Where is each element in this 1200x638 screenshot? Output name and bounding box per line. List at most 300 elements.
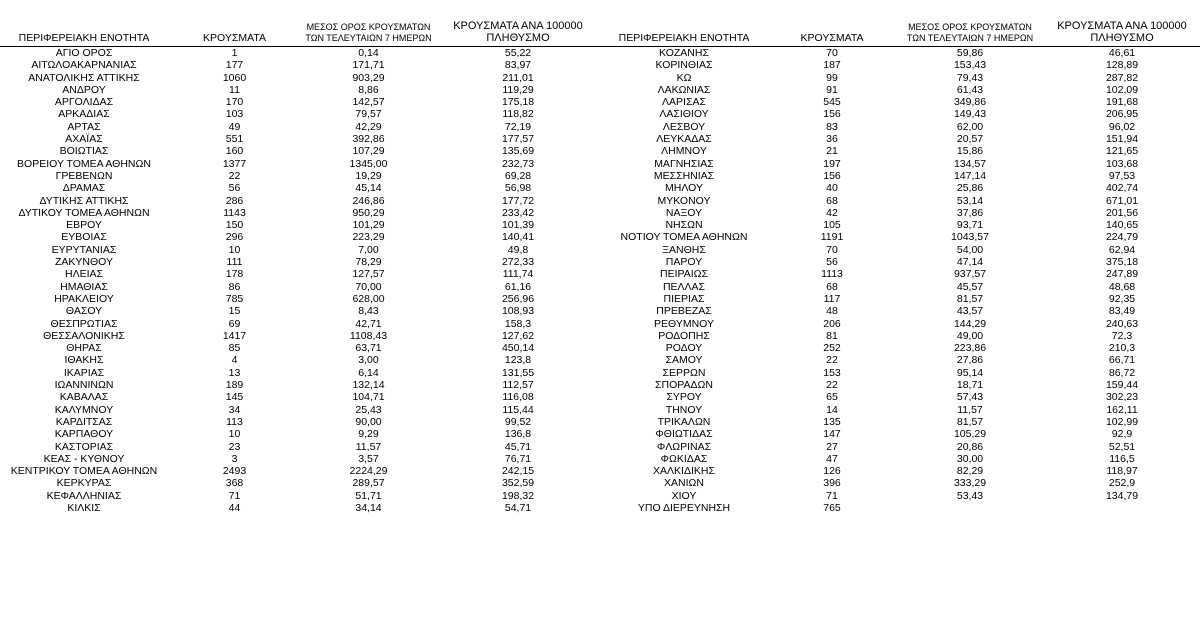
cell-cases: 103 [225, 108, 244, 121]
cell-region: ΝΑΞΟΥ [665, 206, 703, 219]
cell-cases: 150 [225, 219, 244, 232]
cell-region: ΤΗΝΟΥ [665, 403, 703, 416]
table-row [0, 72, 600, 84]
cell-region: ΔΡΑΜΑΣ [62, 182, 106, 195]
cell-avg7: 289,57 [352, 477, 385, 490]
cell-per100k: 302,23 [1105, 391, 1139, 404]
cell-per100k: 134,79 [1105, 489, 1139, 502]
cell-cases: 396 [823, 477, 841, 490]
table-row [600, 453, 1200, 465]
cell-region: ΙΘΑΚΗΣ [64, 354, 104, 367]
cell-per100k: 177,72 [501, 194, 535, 207]
table-row [600, 391, 1200, 403]
cell-cases: 1191 [820, 231, 844, 244]
table-row [600, 170, 1200, 182]
cell-per100k: 252,9 [1108, 477, 1136, 490]
table-row [0, 502, 600, 514]
cell-region: ΔΥΤΙΚΟΥ ΤΟΜΕΑ ΑΘΗΝΩΝ [18, 206, 150, 219]
cell-region: ΘΕΣΠΡΩΤΙΑΣ [50, 317, 118, 330]
cell-cases: 22 [228, 169, 241, 182]
cell-cases: 11 [229, 83, 240, 96]
table-row [600, 47, 1200, 60]
cell-per100k: 450,14 [501, 342, 535, 355]
table-row [600, 305, 1200, 317]
table-row [600, 281, 1200, 293]
table-row [0, 182, 600, 194]
cell-avg7: 144,29 [953, 317, 987, 330]
cell-region: ΚΕΡΚΥΡΑΣ [56, 477, 112, 490]
cell-per100k: 123,8 [504, 354, 532, 367]
cell-per100k: 61,16 [504, 280, 532, 293]
cell-cases: 44 [228, 501, 241, 514]
cell-cases: 48 [826, 305, 838, 318]
cell-per100k: 352,59 [501, 477, 535, 490]
cell-avg7: 27,86 [956, 354, 984, 367]
table-row [0, 477, 600, 489]
table-row [600, 268, 1200, 280]
cell-per100k: 99,52 [504, 415, 532, 428]
cell-avg7: 20,86 [956, 440, 984, 453]
cell-avg7: 78,29 [355, 256, 382, 269]
cell-per100k: 198,32 [501, 489, 535, 502]
cell-per100k: 76,71 [504, 452, 532, 465]
cell-cases: 34 [228, 403, 241, 416]
cell-region: ΚΟΖΑΝΗΣ [659, 47, 709, 59]
cell-per100k: 151,94 [1105, 133, 1139, 146]
cell-cases: 56 [826, 256, 838, 269]
cell-region: ΚΑΒΑΛΑΣ [59, 391, 109, 404]
cell-region: ΧΑΛΚΙΔΙΚΗΣ [653, 465, 715, 478]
table-row [0, 170, 600, 182]
cell-avg7: 2224,29 [349, 465, 388, 478]
table-row [600, 72, 1200, 84]
cell-avg7: 937,57 [953, 268, 987, 281]
cell-region: ΛΕΣΒΟΥ [662, 120, 706, 133]
cell-per100k: 402,74 [1105, 182, 1139, 195]
cell-cases: 2493 [222, 465, 247, 478]
cell-cases: 68 [826, 280, 838, 293]
cell-per100k: 48,68 [1108, 280, 1136, 293]
table-row [0, 47, 600, 60]
table-row [0, 59, 600, 71]
header-avg7 [301, 20, 436, 47]
table-row [600, 231, 1200, 243]
table-row [0, 231, 600, 243]
cell-cases: 70 [826, 47, 838, 59]
table-row [600, 84, 1200, 96]
cell-per100k: 54,71 [504, 501, 532, 514]
cell-region: ΦΛΩΡΙΝΑΣ [656, 440, 712, 453]
header-cases: ΚΡΟΥΣΜΑΤΑ [768, 20, 896, 47]
cell-avg7: 53,43 [956, 489, 984, 502]
cell-avg7: 42,29 [355, 120, 382, 133]
cell-cases: 145 [225, 391, 244, 404]
cell-cases: 23 [228, 440, 241, 453]
table-row [600, 133, 1200, 145]
cell-avg7: 25,43 [355, 403, 382, 416]
cell-per100k [1044, 502, 1200, 514]
cell-region: ΑΙΤΩΛΟΑΚΑΡΝΑΝΙΑΣ [31, 59, 137, 72]
header-per100k-line2: ΠΛΗΘΥΣΜΟ [1090, 32, 1154, 44]
cell-region: ΝΟΤΙΟΥ ΤΟΜΕΑ ΑΘΗΝΩΝ [620, 231, 748, 244]
table-row [0, 453, 600, 465]
cell-region: ΑΝΑΤΟΛΙΚΗΣ ΑΤΤΙΚΗΣ [28, 71, 140, 84]
table-row [0, 416, 600, 428]
cell-per100k: 66,71 [1108, 354, 1136, 367]
cell-region: ΛΕΥΚΑΔΑΣ [656, 133, 712, 146]
cell-region: ΣΕΡΡΩΝ [662, 366, 706, 379]
cell-region: ΠΡΕΒΕΖΑΣ [656, 305, 712, 318]
cell-per100k: 101,39 [501, 219, 535, 232]
table-row [600, 207, 1200, 219]
cell-per100k: 233,42 [501, 206, 535, 219]
cell-cases: 70 [826, 243, 838, 256]
cell-region: ΡΕΘΥΜΝΟΥ [653, 317, 714, 330]
cell-per100k: 92,35 [1108, 292, 1136, 305]
table-row [0, 379, 600, 391]
cell-per100k: 232,73 [501, 157, 535, 170]
cell-region: ΜΑΓΝΗΣΙΑΣ [654, 157, 714, 170]
cell-avg7: 3,57 [358, 452, 379, 465]
cell-per100k: 159,44 [1105, 379, 1139, 392]
cell-cases: 113 [226, 415, 243, 428]
cell-cases: 1060 [222, 71, 247, 84]
cell-avg7: 54,00 [956, 243, 984, 256]
cell-avg7: 90,00 [355, 415, 382, 428]
cell-per100k: 96,02 [1108, 120, 1136, 133]
cell-avg7: 19,29 [355, 169, 382, 182]
cell-avg7: 61,43 [956, 83, 984, 96]
table-row [0, 145, 600, 157]
cell-avg7: 81,57 [956, 292, 984, 305]
cell-cases: 187 [823, 59, 841, 72]
cell-avg7: 30,00 [956, 452, 984, 465]
cell-cases: 56 [228, 182, 241, 195]
header-avg7-line2: ΤΩΝ ΤΕΛΕΥΤΑΙΩΝ 7 ΗΜΕΡΩΝ [906, 33, 1034, 43]
cell-cases: 21 [826, 145, 838, 158]
cell-region: ΓΡΕΒΕΝΩΝ [55, 169, 113, 182]
cell-region: ΕΥΡΥΤΑΝΙΑΣ [51, 243, 117, 256]
cell-region: ΑΡΤΑΣ [67, 120, 101, 133]
header-region: ΠΕΡΙΦΕΡΕΙΑΚΗ ΕΝΟΤΗΤΑ [600, 20, 768, 47]
cell-region: ΚΙΛΚΙΣ [67, 501, 101, 514]
table-header-row [0, 20, 600, 47]
table-row [0, 84, 600, 96]
cell-region: ΒΟΙΩΤΙΑΣ [59, 145, 109, 158]
cell-region: ΕΒΡΟΥ [66, 219, 102, 232]
cell-cases: 178 [225, 268, 244, 281]
cell-region: ΗΜΑΘΙΑΣ [60, 280, 108, 293]
table-row [0, 256, 600, 268]
cell-cases: 156 [823, 169, 841, 182]
cell-region: ΚΟΡΙΝΘΙΑΣ [655, 59, 713, 72]
header-per100k [1044, 20, 1200, 47]
header-cases: ΚΡΟΥΣΜΑΤΑ [168, 20, 301, 47]
table-row [0, 404, 600, 416]
cell-cases: 785 [225, 292, 244, 305]
cell-avg7: 81,57 [956, 415, 984, 428]
cell-cases: 252 [823, 342, 841, 355]
cell-cases: 545 [823, 96, 841, 109]
cell-cases: 15 [228, 305, 241, 318]
table-row [0, 428, 600, 440]
table-row [600, 404, 1200, 416]
cell-cases: 135 [823, 415, 841, 428]
cell-per100k: 111,74 [502, 268, 534, 281]
table-row [0, 354, 600, 366]
cell-per100k: 175,18 [501, 96, 535, 109]
cell-cases: 177 [225, 59, 244, 72]
header-per100k-line2: ΠΛΗΘΥΣΜΟ [486, 32, 550, 44]
cell-per100k: 45,71 [504, 440, 532, 453]
cell-region: ΧΑΝΙΩΝ [664, 477, 704, 490]
cell-cases: 189 [225, 379, 244, 392]
cell-region: ΒΟΡΕΙΟΥ ΤΟΜΕΑ ΑΘΗΝΩΝ [17, 157, 151, 170]
cell-per100k: 102,09 [1105, 83, 1139, 96]
table-row [600, 145, 1200, 157]
cell-region: ΠΕΙΡΑΙΩΣ [660, 268, 708, 281]
table-row [0, 330, 600, 342]
cell-cases: 1377 [222, 157, 247, 170]
cell-avg7: 53,14 [956, 194, 984, 207]
table-row [0, 305, 600, 317]
cell-cases: 206 [823, 317, 841, 330]
cell-cases: 105 [823, 219, 841, 232]
table-row [0, 121, 600, 133]
cell-region: ΘΕΣΣΑΛΟΝΙΚΗΣ [43, 329, 125, 342]
cell-cases: 69 [228, 317, 241, 330]
table-row [600, 96, 1200, 108]
cases-table-right [600, 20, 1200, 514]
header-avg7 [896, 20, 1044, 47]
cell-cases: 197 [823, 157, 841, 170]
cell-cases: 551 [225, 133, 244, 146]
header-avg7-line1: ΜΕΣΟΣ ΟΡΟΣ ΚΡΟΥΣΜΑΤΩΝ [306, 22, 431, 32]
cell-cases: 368 [225, 477, 244, 490]
table-row [600, 465, 1200, 477]
cell-per100k: 116,5 [1109, 452, 1135, 465]
cell-avg7: 223,29 [352, 231, 385, 244]
cell-region: ΚΕΦΑΛΛΗΝΙΑΣ [46, 489, 122, 502]
cell-region: ΝΗΣΩΝ [665, 219, 703, 232]
cell-per100k: 162,11 [1106, 403, 1138, 416]
cell-per100k: 86,72 [1108, 366, 1136, 379]
cell-per100k: 247,89 [1105, 268, 1139, 281]
cell-cases: 22 [826, 354, 838, 367]
cell-per100k: 56,98 [504, 182, 532, 195]
table-row [600, 158, 1200, 170]
table-row [0, 244, 600, 256]
cell-per100k: 210,3 [1108, 342, 1136, 355]
header-per100k-line1: ΚΡΟΥΣΜΑΤΑ ΑΝΑ 100000 [453, 20, 583, 32]
cell-avg7: 628,00 [352, 292, 385, 305]
cell-cases: 156 [823, 108, 841, 121]
cell-region: ΗΡΑΚΛΕΙΟΥ [54, 292, 114, 305]
cell-cases: 10 [228, 243, 241, 256]
cell-cases: 68 [826, 194, 838, 207]
cell-per100k: 46,61 [1108, 47, 1136, 59]
cell-avg7: 93,71 [956, 219, 984, 232]
cell-per100k: 55,22 [504, 47, 532, 59]
cases-table-left [0, 20, 600, 514]
cell-avg7: 18,71 [956, 379, 984, 392]
cell-avg7: 392,86 [352, 133, 385, 146]
cell-avg7: 149,43 [953, 108, 987, 121]
cell-per100k: 49,8 [507, 243, 529, 256]
cell-region: ΕΥΒΟΙΑΣ [61, 231, 107, 244]
cell-region: ΡΟΔΟΥ [665, 342, 703, 355]
cell-per100k: 140,65 [1105, 219, 1139, 232]
cell-per100k: 136,8 [504, 428, 532, 441]
header-region: ΠΕΡΙΦΕΡΕΙΑΚΗ ΕΝΟΤΗΤΑ [0, 20, 168, 47]
cell-region: ΚΑΣΤΟΡΙΑΣ [54, 440, 114, 453]
cell-cases: 1417 [222, 329, 247, 342]
cell-cases: 4 [231, 354, 238, 367]
cell-region: ΑΓΙΟ ΟΡΟΣ [55, 47, 113, 59]
table-row [600, 182, 1200, 194]
cell-region: ΙΩΑΝΝΙΝΩΝ [54, 379, 114, 392]
cell-avg7: 15,86 [956, 145, 984, 158]
cell-region: ΚΩ [676, 71, 692, 84]
cell-region: ΧΙΟΥ [671, 489, 697, 502]
cell-region: ΛΑΣΙΘΙΟΥ [659, 108, 709, 121]
cell-cases: 40 [826, 182, 838, 195]
table-row [600, 490, 1200, 502]
cell-avg7: 3,00 [358, 354, 379, 367]
cell-cases: 147 [823, 428, 841, 441]
cell-avg7: 11,57 [355, 440, 382, 453]
cell-per100k: 206,95 [1105, 108, 1139, 121]
cell-per100k: 69,28 [504, 169, 532, 182]
cell-cases: 47 [826, 452, 838, 465]
cell-avg7: 70,00 [355, 280, 382, 293]
cell-per100k: 92,9 [1111, 428, 1133, 441]
cell-cases: 71 [826, 489, 838, 502]
cell-cases: 22 [826, 379, 838, 392]
cell-avg7: 11,57 [957, 403, 983, 416]
table-row [0, 158, 600, 170]
table-row [0, 318, 600, 330]
cell-region: ΡΟΔΟΠΗΣ [658, 329, 710, 342]
cell-avg7: 333,29 [953, 477, 987, 490]
cell-avg7: 37,86 [956, 206, 984, 219]
cell-region: ΛΑΡΙΣΑΣ [662, 96, 706, 109]
cell-cases: 170 [225, 96, 244, 109]
cell-avg7: 45,57 [956, 280, 984, 293]
cell-per100k: 72,3 [1111, 329, 1133, 342]
cell-cases: 81 [826, 329, 838, 342]
cell-avg7: 101,29 [352, 219, 385, 232]
cell-cases: 14 [826, 403, 838, 416]
table-row [600, 195, 1200, 207]
cell-avg7: 62,00 [956, 120, 984, 133]
cell-cases: 13 [228, 366, 241, 379]
cell-region: ΦΘΙΩΤΙΔΑΣ [655, 428, 713, 441]
table-row [0, 207, 600, 219]
cell-avg7: 107,29 [352, 145, 385, 158]
cell-avg7: 8,43 [358, 305, 379, 318]
table-row [0, 391, 600, 403]
cell-avg7: 63,71 [355, 342, 382, 355]
table-row [600, 342, 1200, 354]
cell-avg7: 9,29 [358, 428, 379, 441]
table-row [600, 441, 1200, 453]
cell-avg7: 223,86 [953, 342, 987, 355]
cell-region: ΜΥΚΟΝΟΥ [657, 194, 711, 207]
cell-per100k: 121,65 [1105, 145, 1139, 158]
cell-per100k: 97,53 [1108, 169, 1136, 182]
table-row [600, 502, 1200, 514]
table-row [600, 59, 1200, 71]
header-per100k-line1: ΚΡΟΥΣΜΑΤΑ ΑΝΑ 100000 [1057, 20, 1187, 32]
cell-per100k: 52,51 [1108, 440, 1136, 453]
cell-per100k: 83,49 [1108, 305, 1136, 318]
cell-cases: 85 [228, 342, 241, 355]
cell-per100k: 116,08 [502, 391, 534, 404]
cell-region: ΜΕΣΣΗΝΙΑΣ [653, 169, 715, 182]
table-row [600, 416, 1200, 428]
header-avg7-line2: ΤΩΝ ΤΕΛΕΥΤΑΙΩΝ 7 ΗΜΕΡΩΝ [305, 33, 432, 43]
cell-region: ΑΡΓΟΛΙΔΑΣ [54, 96, 114, 109]
cell-region: ΛΗΜΝΟΥ [661, 145, 707, 158]
cell-cases: 286 [225, 194, 244, 207]
cell-cases: 153 [823, 366, 841, 379]
cell-per100k: 272,33 [501, 256, 535, 269]
cell-per100k: 128,89 [1105, 59, 1139, 72]
cell-avg7: 57,43 [956, 391, 984, 404]
cell-avg7: 82,29 [956, 465, 984, 478]
cell-region: ΑΝΔΡΟΥ [62, 83, 106, 96]
cell-cases: 99 [826, 71, 838, 84]
cell-per100k: 118,97 [1106, 465, 1138, 478]
cell-region: ΥΠΟ ΔΙΕΡΕΥΝΗΣΗ [637, 501, 731, 514]
table-row [600, 121, 1200, 133]
cell-avg7: 1043,57 [951, 231, 989, 244]
table-row [0, 96, 600, 108]
table-row [600, 293, 1200, 305]
table-row [0, 281, 600, 293]
cell-avg7: 1108,43 [349, 329, 388, 342]
cell-per100k: 102,99 [1105, 415, 1139, 428]
cell-avg7: 903,29 [352, 71, 385, 84]
cell-per100k: 108,93 [501, 305, 535, 318]
cell-region: ΛΑΚΩΝΙΑΣ [657, 83, 711, 96]
cell-per100k: 211,01 [502, 71, 534, 84]
cell-cases: 49 [228, 120, 241, 133]
table-row [600, 318, 1200, 330]
cell-avg7: 20,57 [956, 133, 984, 146]
cell-avg7: 104,71 [352, 391, 385, 404]
cell-avg7: 171,71 [352, 59, 385, 72]
table-row [0, 133, 600, 145]
cell-avg7: 153,43 [953, 59, 987, 72]
cell-avg7: 0,14 [358, 47, 379, 59]
cell-cases: 27 [826, 440, 838, 453]
table-row [0, 441, 600, 453]
cell-avg7: 8,86 [358, 83, 379, 96]
cell-cases: 126 [823, 465, 841, 478]
cell-region: ΤΡΙΚΑΛΩΝ [657, 415, 711, 428]
cell-cases: 1 [231, 47, 238, 59]
table-row [600, 256, 1200, 268]
table-row [0, 195, 600, 207]
table-row [600, 354, 1200, 366]
cell-cases: 91 [826, 83, 838, 96]
cell-region: ΣΥΡΟΥ [666, 391, 702, 404]
cell-avg7: 43,57 [956, 305, 984, 318]
table-row [0, 342, 600, 354]
table-row [600, 219, 1200, 231]
